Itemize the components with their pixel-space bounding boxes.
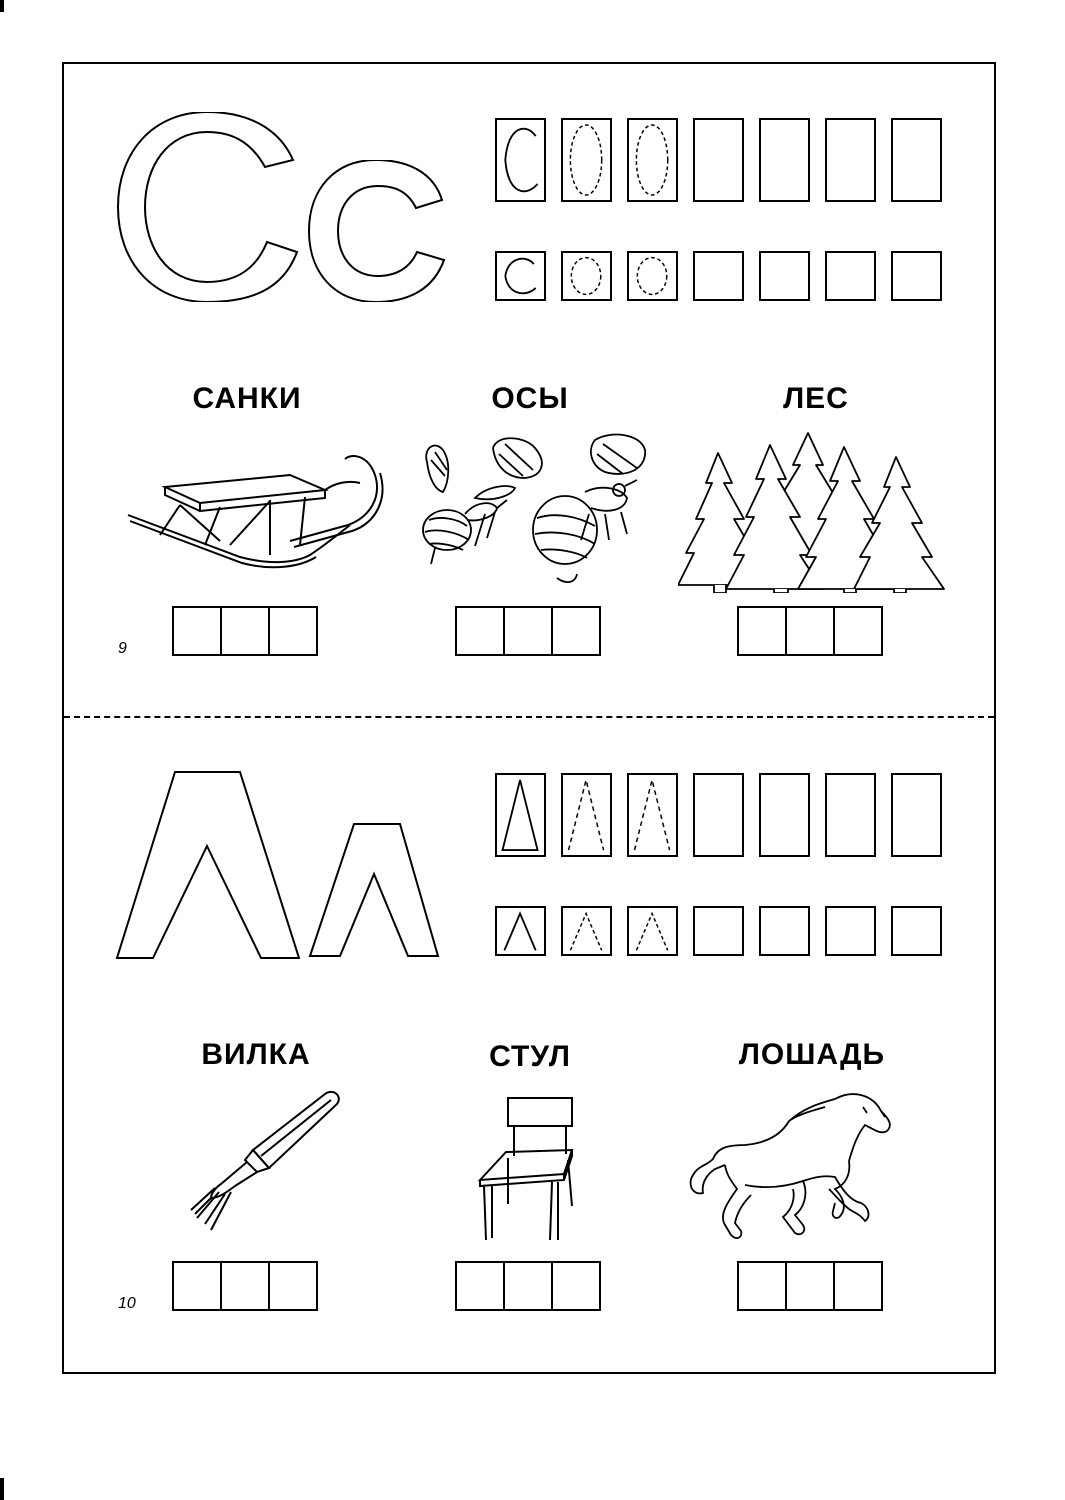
left-edge-mark-top xyxy=(0,0,4,12)
trace-cell-solid[interactable] xyxy=(495,773,546,857)
trace-cell-empty[interactable] xyxy=(891,251,942,301)
trace-cell-empty[interactable] xyxy=(759,773,810,857)
forest-icon xyxy=(678,425,948,593)
trace-cell-dashed[interactable] xyxy=(627,773,678,857)
answer-box[interactable] xyxy=(833,1261,883,1311)
trace-cell-solid[interactable] xyxy=(495,251,546,301)
trace-cell-empty[interactable] xyxy=(825,906,876,956)
chair-icon xyxy=(478,1094,578,1244)
word-stul: СТУЛ xyxy=(489,1040,571,1073)
big-letter-upper-c xyxy=(115,112,300,302)
answer-box[interactable] xyxy=(785,606,835,656)
answer-boxes-vilka xyxy=(172,1261,320,1311)
word-les: ЛЕС xyxy=(783,382,849,415)
trace-cell-dashed[interactable] xyxy=(627,906,678,956)
trace-cell-empty[interactable] xyxy=(891,773,942,857)
answer-box[interactable] xyxy=(268,606,318,656)
left-edge-mark-bottom xyxy=(0,1478,4,1500)
trace-cell-dashed[interactable] xyxy=(561,251,612,301)
trace-cell-dashed[interactable] xyxy=(561,906,612,956)
trace-cell-empty[interactable] xyxy=(693,118,744,202)
answer-boxes-stul xyxy=(455,1261,603,1311)
answer-box[interactable] xyxy=(737,1261,787,1311)
trace-cell-empty[interactable] xyxy=(693,906,744,956)
wasps-icon xyxy=(415,430,660,588)
cut-line xyxy=(64,716,994,718)
trace-cell-solid[interactable] xyxy=(495,118,546,202)
big-letter-lower-c xyxy=(306,160,446,302)
answer-box[interactable] xyxy=(172,1261,222,1311)
trace-cell-empty[interactable] xyxy=(759,118,810,202)
sled-icon xyxy=(120,445,385,570)
big-letter-lower-l xyxy=(308,822,440,958)
trace-cell-dashed[interactable] xyxy=(561,118,612,202)
page-number: 9 xyxy=(118,640,127,657)
answer-box[interactable] xyxy=(268,1261,318,1311)
page-number: 10 xyxy=(118,1295,136,1312)
big-letter-upper-l xyxy=(115,770,300,960)
horse-icon xyxy=(685,1085,900,1250)
word-vilka: ВИЛКА xyxy=(201,1038,311,1071)
answer-box[interactable] xyxy=(503,606,553,656)
answer-box[interactable] xyxy=(833,606,883,656)
trace-cell-empty[interactable] xyxy=(759,251,810,301)
answer-box[interactable] xyxy=(172,606,222,656)
answer-box[interactable] xyxy=(785,1261,835,1311)
trace-cell-dashed[interactable] xyxy=(627,251,678,301)
answer-boxes-loshad xyxy=(737,1261,885,1311)
answer-box[interactable] xyxy=(455,1261,505,1311)
trace-cell-dashed[interactable] xyxy=(561,773,612,857)
word-sanki: САНКИ xyxy=(192,382,302,415)
trace-cell-empty[interactable] xyxy=(693,251,744,301)
fork-icon xyxy=(175,1088,345,1240)
answer-box[interactable] xyxy=(220,1261,270,1311)
answer-box[interactable] xyxy=(455,606,505,656)
trace-cell-empty[interactable] xyxy=(891,118,942,202)
answer-box[interactable] xyxy=(737,606,787,656)
answer-boxes-les xyxy=(737,606,885,656)
answer-box[interactable] xyxy=(220,606,270,656)
answer-box[interactable] xyxy=(503,1261,553,1311)
answer-boxes-osy xyxy=(455,606,603,656)
word-osy: ОСЫ xyxy=(491,382,569,415)
answer-box[interactable] xyxy=(551,1261,601,1311)
trace-cell-empty[interactable] xyxy=(759,906,810,956)
trace-cell-empty[interactable] xyxy=(825,773,876,857)
answer-box[interactable] xyxy=(551,606,601,656)
trace-cell-empty[interactable] xyxy=(693,773,744,857)
trace-cell-empty[interactable] xyxy=(891,906,942,956)
trace-cell-empty[interactable] xyxy=(825,118,876,202)
word-loshad: ЛОШАДЬ xyxy=(738,1038,886,1071)
answer-boxes-sanki xyxy=(172,606,320,656)
trace-cell-empty[interactable] xyxy=(825,251,876,301)
trace-cell-solid[interactable] xyxy=(495,906,546,956)
trace-cell-dashed[interactable] xyxy=(627,118,678,202)
